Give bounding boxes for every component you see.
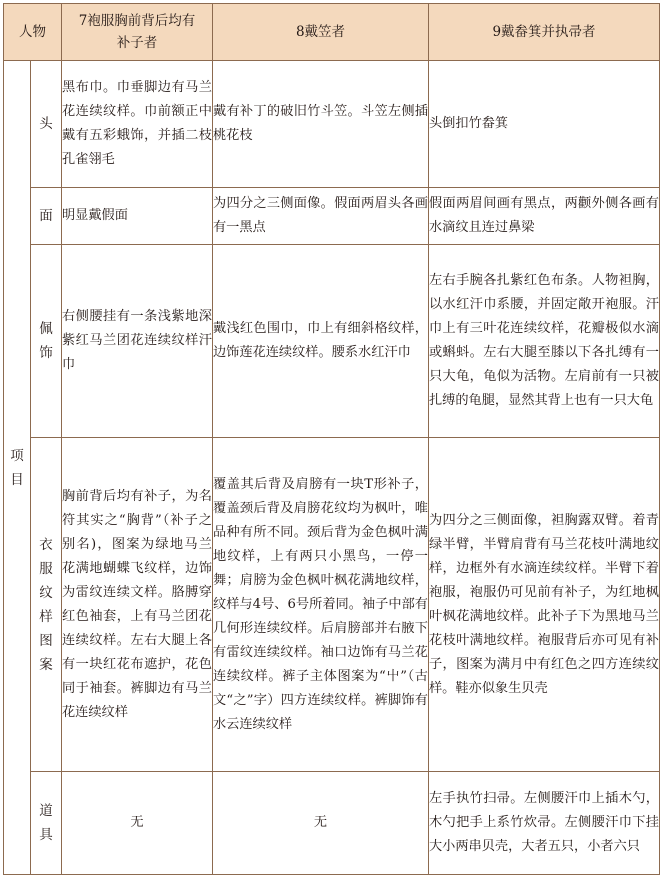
cell-clothing-figure-7: 胸前背后均有补子，为名符其实之“胸背”（补子之别名)，图案为绿地马兰花满地蝴蝶飞纹样，边饰为雷纹连续文样。胳膊穿红色袖套，上有马兰团花连续纹样。左右大腿上各有一块红花布遮护，花色同于袖套。裤脚边有马兰花连续纹样 bbox=[62, 438, 213, 772]
table-row bbox=[4, 772, 660, 875]
table-row bbox=[4, 438, 660, 772]
header-figure-8: 8戴笠者 bbox=[213, 4, 429, 61]
side-label-text: 项目 bbox=[10, 447, 24, 488]
cell-head-figure-8: 戴有补丁的破旧竹斗笠。斗笠左侧插桃花枝 bbox=[213, 61, 429, 188]
cell-face-figure-8: 为四分之三侧面像。假面两眉头各画有一黑点 bbox=[213, 188, 429, 245]
cell-props-figure-9: 左手执竹扫帚。左侧腰汗巾上插木勺，木勺把手上系竹炊帚。左侧腰汗巾下挂大小两串贝壳，大者五只，小者六只 bbox=[429, 772, 660, 875]
side-label-items bbox=[4, 61, 31, 875]
cell-head-figure-7: 黑布巾。巾垂脚边有马兰花连续纹样。巾前额正中戴有五彩蛾饰，并插二枝孔雀翎毛 bbox=[62, 61, 213, 188]
costume-comparison-table bbox=[3, 3, 660, 875]
cell-accessories-figure-9: 左右手腕各扎紫红色布条。人物袒胸，以水红汗巾系腰，并固定敞开袍服。汗巾上有三叶花连续纹样，花瓣极似水滴或蝌蚪。左右大腿至膝以下各扎缚有一只大龟，龟似为活物。左肩前有一只被扎缚的龟腿，显然其背上也有一只大龟 bbox=[429, 245, 660, 438]
cell-props-figure-7: 无 bbox=[62, 772, 213, 875]
header-figure-7-text: 7袍服胸前背后均有补子者 bbox=[78, 13, 196, 51]
header-figure-9: 9戴畚箕并执帚者 bbox=[429, 4, 660, 61]
row-label-accessories: 佩饰 bbox=[31, 245, 62, 438]
row-label-face: 面 bbox=[31, 188, 62, 245]
cell-clothing-figure-9: 为四分之三侧面像，袒胸露双臂。着青绿半臂，半臂肩背有马兰花枝叶满地纹样，边框外有水滴连续纹样。半臂下着袍服，袍服仍可见前有补子，为红地枫叶枫花满地纹样。此补子下为黑地马兰花枝叶满地纹样。袍服背后亦可见有补子，图案为满月中有红色之四方连续纹样。鞋亦似象生贝壳 bbox=[429, 438, 660, 772]
table-row bbox=[4, 61, 660, 188]
cell-accessories-figure-7: 右侧腰挂有一条浅紫地深紫红马兰团花连续纹样汗巾 bbox=[62, 245, 213, 438]
table-row bbox=[4, 245, 660, 438]
row-label-props: 道具 bbox=[31, 772, 62, 875]
cell-face-figure-7: 明显戴假面 bbox=[62, 188, 213, 245]
row-label-head: 头 bbox=[31, 61, 62, 188]
header-row bbox=[4, 4, 660, 61]
table-row bbox=[4, 188, 660, 245]
header-person: 人物 bbox=[4, 4, 62, 61]
row-label-clothing-pattern: 衣服纹样图案 bbox=[31, 438, 62, 772]
cell-clothing-figure-8: 覆盖其后背及肩膀有一块T形补子，覆盖颈后背及肩膀花纹均为枫叶，唯品种有所不同。颈后背为金色枫叶满地纹样，上有两只小黑鸟，一停一舞；肩膀为金色枫叶枫花满地纹样，纹样与4号、6号所着同。袖子中部有几何形连续纹样。后肩膀部并右腋下有雷纹连续纹样。袖口边饰有马兰花连续纹样。裤子主体图案为“屮”（古文“之”字）四方连续纹样。裤脚饰有水云连续纹样 bbox=[213, 438, 429, 772]
header-figure-7 bbox=[62, 4, 213, 61]
cell-head-figure-9: 头倒扣竹畚箕 bbox=[429, 61, 660, 188]
cell-props-figure-8: 无 bbox=[213, 772, 429, 875]
cell-face-figure-9: 假面两眉间画有黑点，两颧外侧各画有水滴纹且连过鼻梁 bbox=[429, 188, 660, 245]
cell-accessories-figure-8: 戴浅红色围巾，巾上有细斜格纹样，边饰莲花连续纹样。腰系水红汗巾 bbox=[213, 245, 429, 438]
